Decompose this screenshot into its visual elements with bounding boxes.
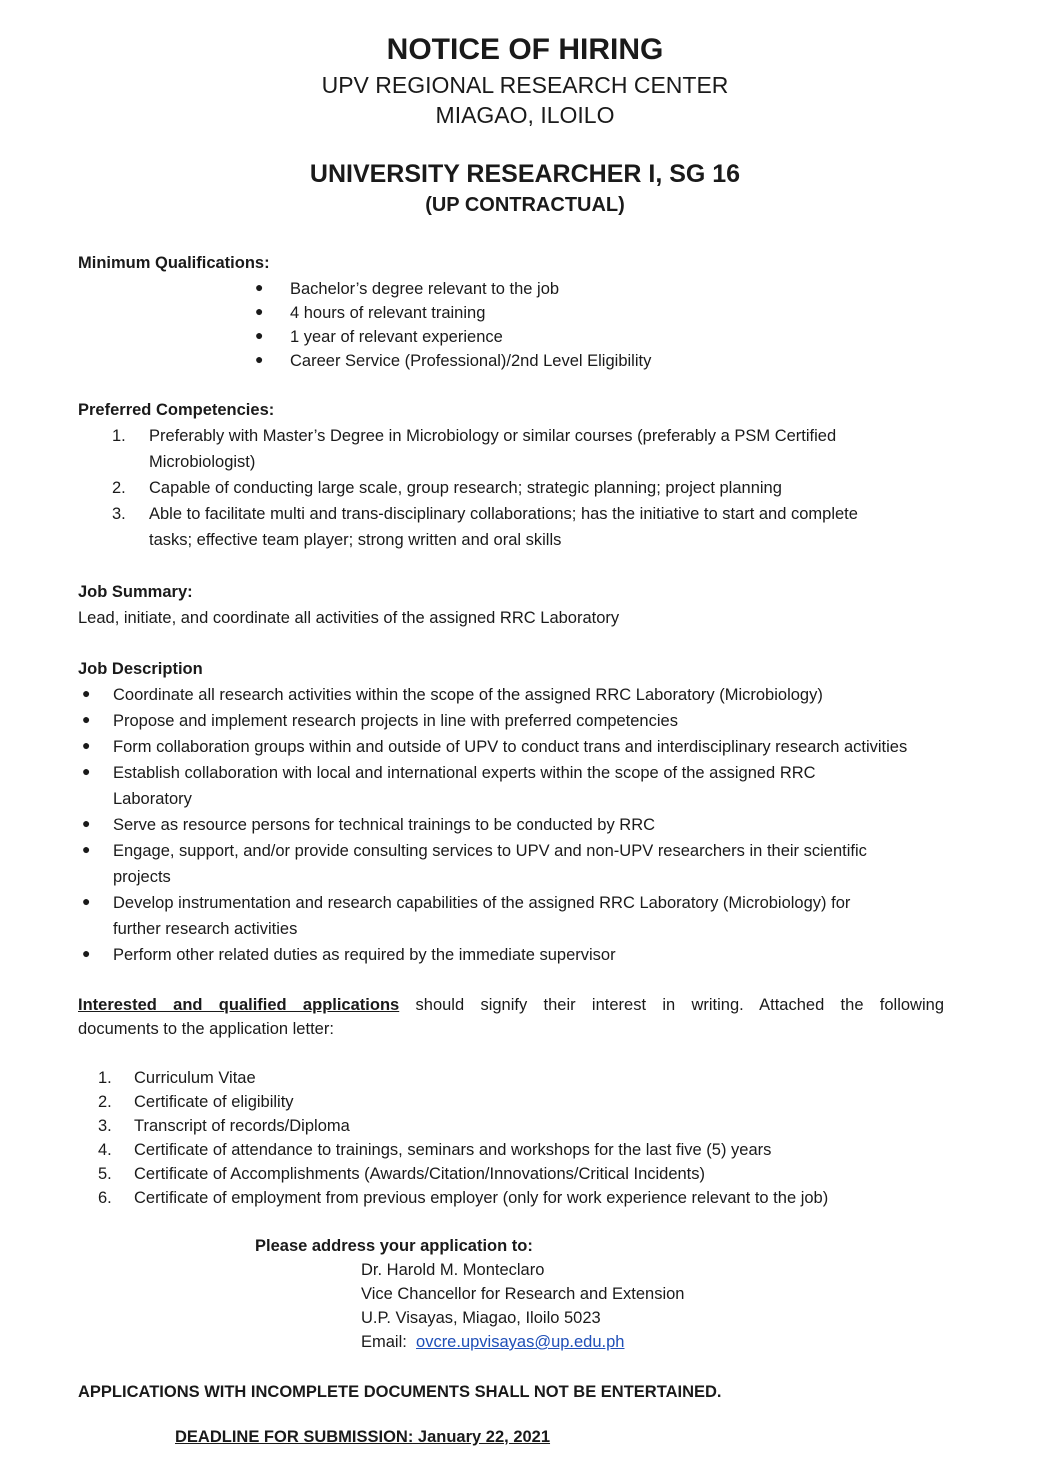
description-bullet: ● bbox=[82, 763, 91, 779]
description-line: further research activities bbox=[113, 920, 298, 938]
document-number: 5. bbox=[98, 1165, 112, 1183]
competency-line: Able to facilitate multi and trans-disciplinary collaborations; has the initiative to start and complete bbox=[149, 505, 858, 523]
document-item: Certificate of eligibility bbox=[134, 1093, 294, 1111]
description-line: Develop instrumentation and research capabilities of the assigned RRC Laboratory (Microbiology) for bbox=[113, 894, 851, 912]
competencies-heading: Preferred Competencies: bbox=[78, 401, 275, 419]
description-bullet: ● bbox=[82, 893, 91, 909]
application-intro-rest: should signify their interest in writing. Attached the following bbox=[399, 996, 944, 1014]
application-intro-line2: documents to the application letter: bbox=[78, 1020, 334, 1038]
competency-number: 1. bbox=[112, 427, 126, 445]
email-label: Email: bbox=[361, 1333, 407, 1351]
address-email-row bbox=[361, 1329, 624, 1355]
description-line: Establish collaboration with local and international experts within the scope of the assigned RRC bbox=[113, 764, 816, 782]
min-qual-item: 1 year of relevant experience bbox=[290, 328, 503, 346]
document-item: Curriculum Vitae bbox=[134, 1069, 256, 1087]
document-number: 3. bbox=[98, 1117, 112, 1135]
min-qual-item: Career Service (Professional)/2nd Level Eligibility bbox=[290, 352, 652, 370]
description-line: Propose and implement research projects in line with preferred competencies bbox=[113, 712, 678, 730]
min-qual-bullet: ● bbox=[255, 279, 264, 295]
summary-heading: Job Summary: bbox=[78, 583, 193, 601]
position-title: UNIVERSITY RESEARCHER I, SG 16 bbox=[309, 160, 741, 188]
org-name: UPV REGIONAL RESEARCH CENTER bbox=[321, 72, 729, 98]
competency-line: Capable of conducting large scale, group research; strategic planning; project planning bbox=[149, 479, 782, 497]
description-bullet: ● bbox=[82, 711, 91, 727]
document-item: Certificate of attendance to trainings, seminars and workshops for the last five (5) years bbox=[134, 1141, 772, 1159]
application-intro-underlined: Interested and qualified applications bbox=[78, 996, 400, 1014]
min-qual-item: 4 hours of relevant training bbox=[290, 304, 486, 322]
deadline: DEADLINE FOR SUBMISSION: January 22, 2021 bbox=[175, 1428, 551, 1446]
description-line: Coordinate all research activities within the scope of the assigned RRC Laboratory (Microbiology) bbox=[113, 686, 823, 704]
description-bullet: ● bbox=[82, 945, 91, 961]
competency-line: tasks; effective team player; strong written and oral skills bbox=[149, 531, 562, 549]
application-intro bbox=[78, 993, 944, 1017]
min-qual-bullet: ● bbox=[255, 351, 264, 367]
document-number: 4. bbox=[98, 1141, 112, 1159]
min-qual-heading: Minimum Qualifications: bbox=[78, 254, 270, 272]
description-line: projects bbox=[113, 868, 171, 886]
document-number: 2. bbox=[98, 1093, 112, 1111]
document-item: Certificate of employment from previous employer (only for work experience relevant to the job) bbox=[134, 1189, 829, 1207]
competency-number: 2. bbox=[112, 479, 126, 497]
description-bullet: ● bbox=[82, 685, 91, 701]
address-name: Dr. Harold M. Monteclaro bbox=[361, 1261, 545, 1279]
description-line: Form collaboration groups within and outside of UPV to conduct trans and interdisciplinary research activities bbox=[113, 738, 908, 756]
competency-line: Preferably with Master’s Degree in Microbiology or similar courses (preferably a PSM Certified bbox=[149, 427, 837, 445]
competency-number: 3. bbox=[112, 505, 126, 523]
description-heading: Job Description bbox=[78, 660, 203, 678]
incomplete-warning: APPLICATIONS WITH INCOMPLETE DOCUMENTS SHALL NOT BE ENTERTAINED. bbox=[78, 1383, 722, 1401]
email-link[interactable]: ovcre.upvisayas@up.edu.ph bbox=[416, 1333, 625, 1351]
min-qual-bullet: ● bbox=[255, 327, 264, 343]
description-bullet: ● bbox=[82, 737, 91, 753]
competency-line: Microbiologist) bbox=[149, 453, 256, 471]
description-line: Serve as resource persons for technical trainings to be conducted by RRC bbox=[113, 816, 656, 834]
min-qual-bullet: ● bbox=[255, 303, 264, 319]
address-title: Vice Chancellor for Research and Extension bbox=[361, 1285, 685, 1303]
document-item: Certificate of Accomplishments (Awards/Citation/Innovations/Critical Incidents) bbox=[134, 1165, 706, 1183]
org-location: MIAGAO, ILOILO bbox=[435, 102, 615, 128]
document-number: 1. bbox=[98, 1069, 112, 1087]
description-line: Engage, support, and/or provide consulting services to UPV and non-UPV researchers in their scientific bbox=[113, 842, 867, 860]
description-bullet: ● bbox=[82, 841, 91, 857]
description-line: Laboratory bbox=[113, 790, 192, 808]
min-qual-item: Bachelor’s degree relevant to the job bbox=[290, 280, 560, 298]
position-status: (UP CONTRACTUAL) bbox=[425, 194, 625, 216]
document-item: Transcript of records/Diploma bbox=[134, 1117, 350, 1135]
description-bullet: ● bbox=[82, 815, 91, 831]
document-number: 6. bbox=[98, 1189, 112, 1207]
description-line: Perform other related duties as required by the immediate supervisor bbox=[113, 946, 616, 964]
summary-text: Lead, initiate, and coordinate all activities of the assigned RRC Laboratory bbox=[78, 609, 620, 627]
notice-title: NOTICE OF HIRING bbox=[386, 33, 664, 66]
address-location: U.P. Visayas, Miagao, Iloilo 5023 bbox=[361, 1309, 601, 1327]
address-heading: Please address your application to: bbox=[255, 1237, 533, 1255]
